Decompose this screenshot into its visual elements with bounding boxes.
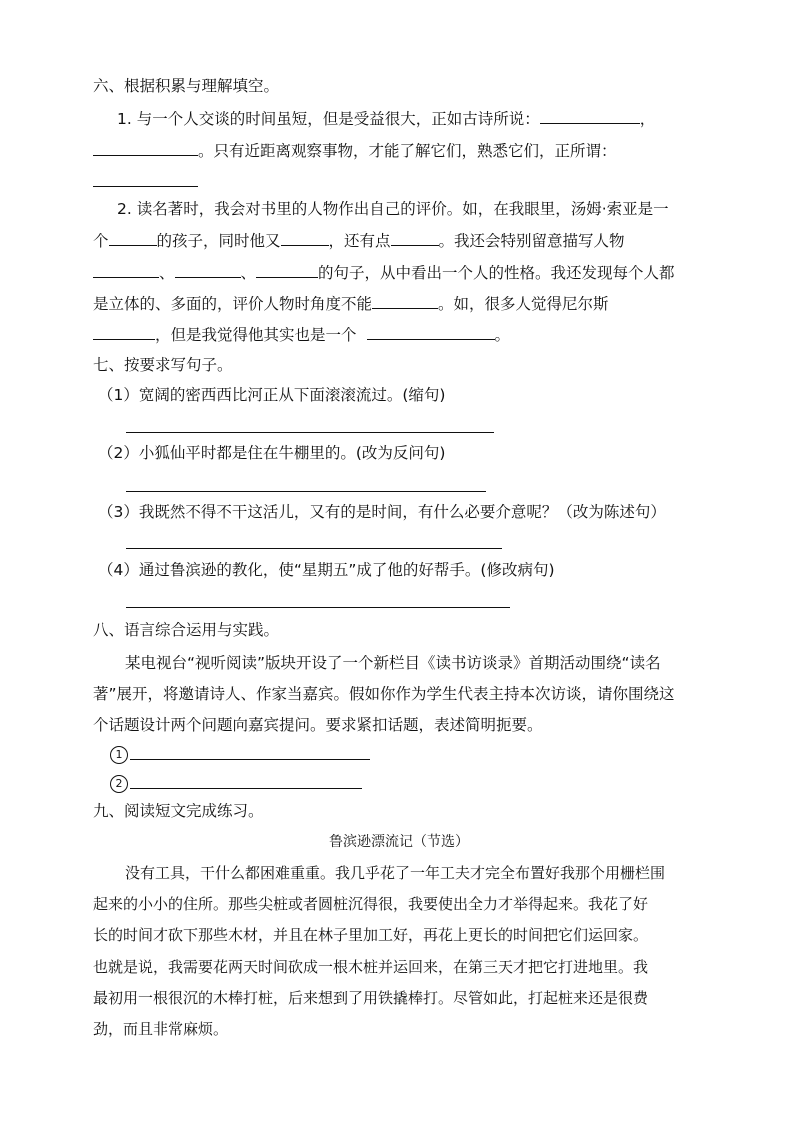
q1-text-b: ， — [639, 110, 656, 128]
q2-line-3 — [93, 262, 675, 283]
q2-line-2 — [93, 230, 625, 251]
q2-blank-5[interactable] — [175, 262, 241, 278]
s8-answer-line-1[interactable] — [130, 759, 370, 760]
q1-blank-2[interactable] — [93, 140, 198, 156]
q2-blank-8[interactable] — [93, 324, 155, 340]
s8-answer-2 — [110, 773, 128, 793]
passage-line-4: 也就是说，我需要花两天时间砍成一根木桩并运回来，在第三天才把它打进地里。我 — [93, 958, 649, 976]
q2-blank-3[interactable] — [391, 230, 439, 246]
q2-text-b1: 个 — [93, 232, 109, 250]
q2-line-4 — [93, 293, 609, 314]
s7-answer-line-2[interactable] — [126, 491, 486, 492]
section-8-heading: 八、语言综合运用与实践。 — [93, 621, 280, 639]
q1-text-c: 。只有近距离观察事物，才能了解它们，熟悉它们，正所谓： — [198, 142, 617, 160]
s7-answer-line-4[interactable] — [126, 607, 510, 608]
q1-line-2 — [93, 140, 617, 161]
q2-blank-2[interactable] — [281, 230, 329, 246]
q2-text-e1: ，但是我觉得他其实也是一个 — [155, 326, 357, 344]
passage-line-5: 最初用一根很沉的木棒打桩，后来想到了用铁撬棒打。尽管如此，打起桩来还是很费 — [93, 989, 649, 1007]
passage-title: 鲁滨逊漂流记（节选） — [329, 834, 469, 850]
q2-text-b2: 的孩子，同时他又 — [156, 232, 281, 250]
q2-text-b3: ，还有点 — [328, 232, 391, 250]
q2-blank-4[interactable] — [93, 262, 159, 278]
circled-number-1: 1 — [110, 746, 128, 764]
q1-blank-3[interactable] — [93, 186, 198, 187]
q1-line-1 — [117, 108, 655, 129]
circled-number-2: 2 — [110, 775, 128, 793]
passage-line-6: 劲，而且非常麻烦。 — [93, 1020, 229, 1038]
passage-line-3: 长的时间才砍下那些木材，并且在林子里加工好，再花上更长的时间把它们运回家。 — [93, 926, 649, 944]
q2-text-d1: 是立体的、多面的，评价人物时角度不能 — [93, 295, 373, 313]
q2-line-1: 2. 读名著时，我会对书里的人物作出自己的评价。如，在我眼里，汤姆·索亚是一 — [117, 200, 669, 218]
s7-item-1: （1）宽阔的密西西比河正从下面滚滚流过。(缩句) — [98, 386, 446, 404]
s8-para-line-1: 某电视台“视听阅读”版块开设了一个新栏目《读书访谈录》首期活动围绕“读名 — [125, 654, 661, 672]
q2-blank-6[interactable] — [256, 262, 318, 278]
q2-text-d2: 。如，很多人觉得尼尔斯 — [438, 295, 609, 313]
s8-para-line-2: 著”展开，将邀请诗人、作家当嘉宾。假如你作为学生代表主持本次访谈，请你围绕这 — [93, 685, 675, 703]
s8-answer-line-2[interactable] — [130, 788, 362, 789]
q2-text-b4: 。我还会特别留意描写人物 — [438, 232, 625, 250]
s7-item-3: （3）我既然不得不干这活儿，又有的是时间，有什么必要介意呢？（改为陈述句） — [98, 503, 666, 521]
passage-line-2: 起来的小小的住所。那些尖桩或者圆桩沉得很，我要使出全力才举得起来。我花了好 — [93, 895, 649, 913]
q1-text-a: 1. 与一个人交谈的时间虽短，但是受益很大，正如古诗所说： — [117, 110, 540, 128]
q2-line-5 — [93, 324, 510, 345]
section-9-heading: 九、阅读短文完成练习。 — [93, 802, 264, 820]
q2-blank-1[interactable] — [109, 230, 157, 246]
q2-text-c2: 、 — [240, 264, 257, 282]
s8-answer-1 — [110, 744, 128, 764]
q2-blank-9[interactable] — [367, 324, 495, 340]
q2-text-e2: 。 — [494, 326, 511, 344]
section-6-heading: 六、根据积累与理解填空。 — [93, 77, 280, 95]
s8-para-line-3: 个话题设计两个问题向嘉宾提问。要求紧扣话题，表述简明扼要。 — [93, 716, 543, 734]
q1-blank-1[interactable] — [540, 108, 640, 124]
q2-blank-7[interactable] — [372, 293, 438, 309]
s7-item-4: （4）通过鲁滨逊的教化，使“星期五”成了他的好帮手。(修改病句) — [98, 561, 555, 579]
q2-text-c3: 的句子，从中看出一个人的性格。我还发现每个人都 — [318, 264, 675, 282]
q2-text-c1: 、 — [159, 264, 175, 282]
s7-item-2: （2）小狐仙平时都是住在牛棚里的。(改为反问句) — [98, 444, 446, 462]
passage-line-1: 没有工具，干什么都困难重重。我几乎花了一年工夫才完全布置好我那个用栅栏围 — [125, 864, 666, 882]
s7-answer-line-1[interactable] — [126, 432, 494, 433]
s7-answer-line-3[interactable] — [126, 548, 502, 549]
section-7-heading: 七、按要求写句子。 — [93, 356, 233, 374]
